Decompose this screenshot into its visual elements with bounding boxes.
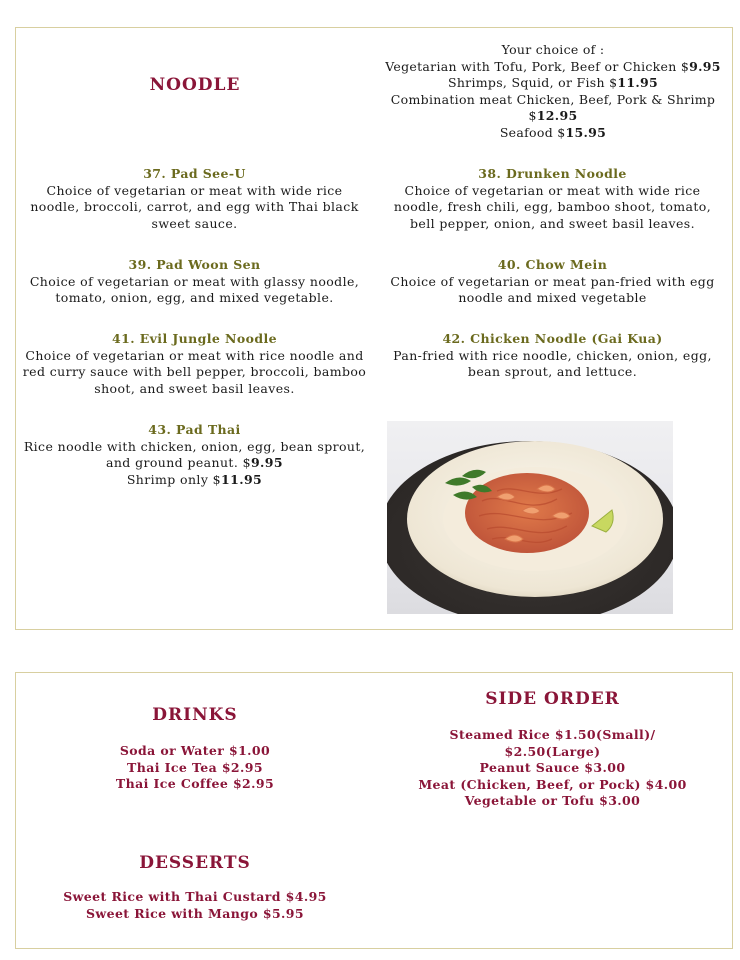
price-intro: Your choice of : (501, 42, 605, 57)
list-item: Sweet Rice with Mango $5.95 (86, 905, 304, 921)
price-line-combination: Combination meat Chicken, Beef, Pork & Shrimp (390, 91, 716, 107)
menu-item-name: 39. Pad Woon Sen (128, 257, 261, 272)
pad-thai-plate-illustration (387, 421, 673, 614)
price-line-combination-price: $12.95 (528, 108, 578, 123)
menu-item-desc: Choice of vegetarian or meat with wide rice noodle, fresh chili, egg, bamboo shoot, tomato, bell pepper, onion, and sweet basil leaves. (393, 182, 712, 231)
desserts-list (40, 889, 350, 922)
menu-item-name: 43. Pad Thai (148, 422, 241, 437)
side-order-list (400, 727, 705, 810)
list-item: Sweet Rice with Thai Custard $4.95 (63, 889, 327, 904)
list-item: Meat (Chicken, Beef, or Pock) $4.00 (418, 776, 687, 792)
menu-item-desc: Choice of vegetarian or meat with rice noodle and red curry sauce with bell pepper, broccoli, bamboo shoot, and sweet basil leaves. (22, 347, 367, 396)
menu-item-name: 40. Chow Mein (497, 257, 608, 272)
menu-item (22, 166, 367, 232)
noodle-heading: NOODLE (149, 75, 241, 95)
list-item: $2.50(Large) (504, 743, 601, 759)
menu-item (22, 422, 367, 488)
drinks-list (40, 743, 350, 793)
list-item: Vegetable or Tofu $3.00 (464, 793, 641, 808)
price-line-vegetarian: Vegetarian with Tofu, Pork, Beef or Chicken $9.95 (385, 58, 721, 74)
menu-item (380, 331, 725, 381)
noodle-price-choices (378, 42, 728, 141)
menu-item (22, 257, 367, 307)
menu-item-desc: Choice of vegetarian or meat pan-fried with egg noodle and mixed vegetable (390, 273, 715, 305)
drinks-heading: DRINKS (152, 705, 238, 725)
menu-item-name: 38. Drunken Noodle (478, 166, 627, 181)
price-line-seafood-basic: Shrimps, Squid, or Fish $11.95 (447, 75, 659, 90)
list-item: Thai Ice Tea $2.95 (127, 759, 263, 775)
desserts-heading: DESSERTS (139, 853, 251, 873)
menu-item-name: 41. Evil Jungle Noodle (112, 331, 277, 346)
menu-item-desc: Choice of vegetarian or meat with glassy noodle, tomato, onion, egg, and mixed vegetable. (29, 273, 360, 305)
pad-thai-photo (387, 421, 673, 614)
menu-item-desc: Pan-fried with rice noodle, chicken, onion, egg, bean sprout, and lettuce. (393, 347, 712, 379)
side-order-heading: SIDE ORDER (485, 689, 620, 709)
menu-item (380, 166, 725, 232)
price-line-seafood: Seafood $15.95 (499, 124, 607, 140)
menu-item-name: 37. Pad See-U (143, 166, 246, 181)
list-item: Soda or Water $1.00 (119, 743, 271, 758)
menu-item (22, 331, 367, 397)
list-item: Peanut Sauce $3.00 (479, 760, 626, 775)
menu-item-name: 42. Chicken Noodle (Gai Kua) (442, 331, 663, 346)
list-item: Thai Ice Coffee $2.95 (115, 776, 275, 791)
list-item: Steamed Rice $1.50(Small)/ (449, 727, 656, 742)
menu-item-desc: Rice noodle with chicken, onion, egg, bean sprout, and ground peanut. $9.95 (23, 438, 366, 470)
menu-item-extra: Shrimp only $11.95 (126, 471, 263, 487)
menu-item-desc: Choice of vegetarian or meat with wide rice noodle, broccoli, carrot, and egg with Thai black sweet sauce. (30, 182, 359, 231)
menu-item (380, 257, 725, 307)
